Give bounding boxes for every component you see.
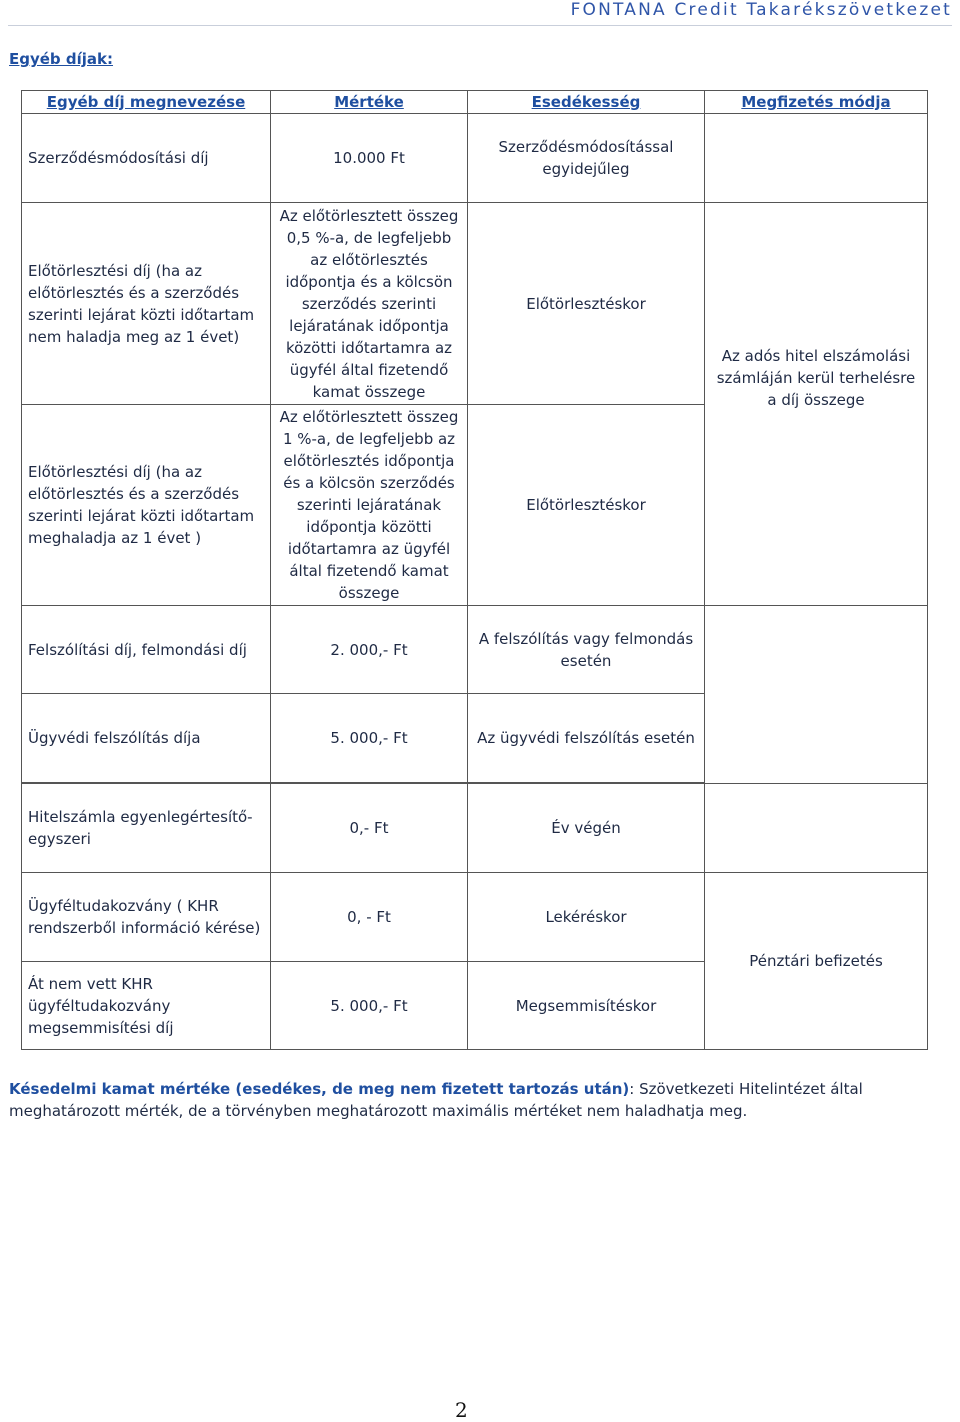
header-divider — [8, 25, 952, 26]
fee-amount: 0,- Ft — [271, 784, 468, 873]
fees-table-lower — [21, 783, 928, 1050]
fee-amount: 0, - Ft — [271, 873, 468, 962]
late-interest-text: : Szövetkezeti Hitelintézet által meghatározott mérték, de a törvényben meghatározott maximális mértéket nem haladhatja meg. — [9, 1080, 863, 1120]
fee-name-cell — [22, 203, 271, 606]
fee-amount-cell — [271, 203, 468, 606]
fee-amount: Az előtörlesztett összeg 1 %-a, de legfeljebb az előtörlesztés időpontja és a kölcsön szerződés szerinti lejáratának időpontja közötti időtartamra az ügyfél által fizetendő kamat összege — [279, 408, 459, 602]
fee-payment-empty — [705, 784, 928, 873]
fees-table — [21, 90, 928, 783]
section-title: Egyéb díjak: — [9, 50, 114, 68]
fee-name: Felszólítási díj, felmondási díj — [22, 606, 271, 694]
table-row — [22, 606, 928, 694]
page-number: 2 — [455, 1398, 468, 1422]
table-row — [22, 203, 928, 606]
fee-due: A felszólítás vagy felmondás esetén — [468, 606, 705, 694]
fee-name: Ügyvédi felszólítás díja — [22, 694, 271, 783]
fee-amount: 2. 000,- Ft — [271, 606, 468, 694]
fee-payment: Pénztári befizetés — [705, 873, 928, 1050]
fee-name: Ügyféltudakozvány ( KHR rendszerből információ kérése) — [22, 873, 271, 962]
fee-due: Év végén — [468, 784, 705, 873]
table-row — [22, 784, 928, 873]
fee-payment-empty — [705, 606, 928, 783]
fee-due: Előtörlesztéskor — [468, 203, 704, 405]
late-interest-label: Késedelmi kamat mértéke (esedékes, de meg nem fizetett tartozás után) — [9, 1080, 630, 1098]
fee-due-cell — [468, 203, 705, 606]
fee-amount: 10.000 Ft — [271, 114, 468, 203]
fee-name: Előtörlesztési díj (ha az előtörlesztés és a szerződés szerinti lejárat közti időtartam nem haladja meg az 1 évet) — [22, 203, 270, 405]
col-header-payment: Megfizetés módja — [705, 91, 928, 114]
table-row — [22, 873, 928, 962]
fee-amount: 5. 000,- Ft — [271, 962, 468, 1050]
fee-amount: Az előtörlesztett összeg 0,5 %-a, de legfeljebb az előtörlesztés időpontja és a kölcsön szerződés szerinti lejáratának időpontja közötti időtartamra az ügyfél által fizetendő kamat összege — [271, 203, 467, 405]
fee-payment — [705, 114, 928, 203]
fee-name: Előtörlesztési díj (ha az előtörlesztés és a szerződés szerinti lejárat közti időtartam meghaladja az 1 évet ) — [28, 463, 255, 547]
table-row — [22, 114, 928, 203]
col-header-amount: Mértéke — [271, 91, 468, 114]
late-interest-note — [9, 1078, 939, 1122]
company-header: FONTANA Credit Takarékszövetkezet — [570, 0, 952, 20]
col-header-due: Esedékesség — [468, 91, 705, 114]
fee-name: Át nem vett KHR ügyféltudakozvány megsemmisítési díj — [22, 962, 271, 1050]
fee-due: Előtörlesztéskor — [526, 496, 646, 514]
fee-due: Megsemmisítéskor — [468, 962, 705, 1050]
fee-name: Hitelszámla egyenlegértesítő-egyszeri — [22, 784, 271, 873]
fee-name: Szerződésmódosítási díj — [22, 114, 271, 203]
fee-amount: 5. 000,- Ft — [271, 694, 468, 783]
table-header-row — [22, 91, 928, 114]
fee-payment: Az adós hitel elszámolási számláján kerül terhelésre a díj összege — [705, 203, 928, 606]
col-header-name: Egyéb díj megnevezése — [22, 91, 271, 114]
fee-due: Az ügyvédi felszólítás esetén — [468, 694, 705, 783]
fee-due: Szerződésmódosítással egyidejűleg — [468, 114, 705, 203]
fee-due: Lekéréskor — [468, 873, 705, 962]
